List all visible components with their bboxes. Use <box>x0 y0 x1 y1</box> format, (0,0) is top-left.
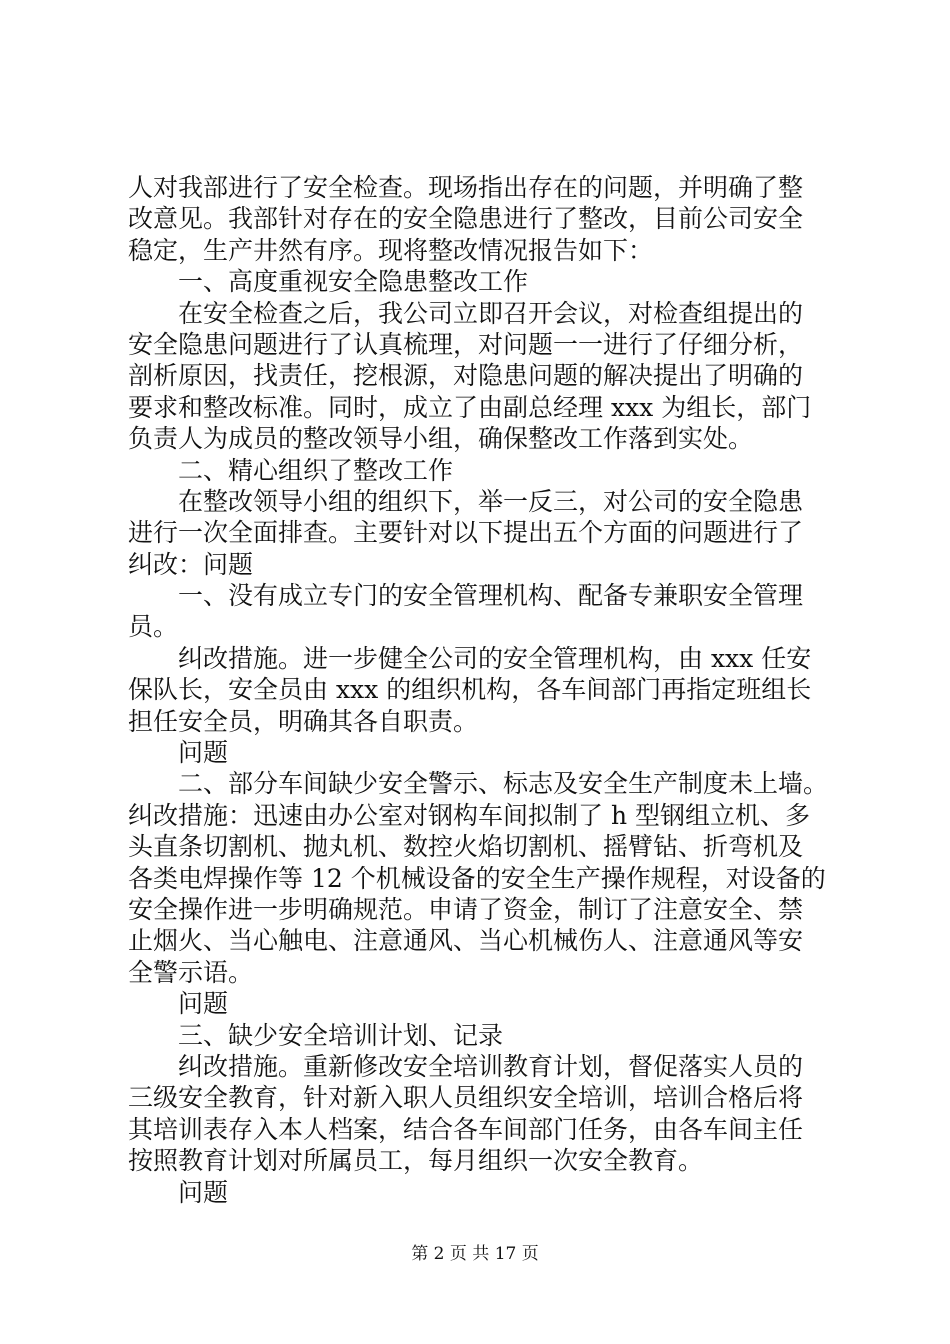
text-line: 纠改措施：迅速由办公室对钢构车间拟制了 h 型钢组立机、多 <box>128 800 810 830</box>
text-line: 员。 <box>128 612 179 642</box>
text-line: 纠改措施。重新修改安全培训教育计划，督促落实人员的 <box>178 1051 804 1081</box>
text-line: 担任安全员，明确其各自职责。 <box>128 706 479 736</box>
text-line: 一、高度重视安全隐患整改工作 <box>178 267 529 297</box>
text-line: 一、没有成立专门的安全管理机构、配备专兼职安全管理 <box>178 581 804 611</box>
text-line: 纠改措施。进一步健全公司的安全管理机构，由 xxx 任安 <box>178 643 812 673</box>
text-line: 保队长，安全员由 xxx 的组织机构，各车间部门再指定班组长 <box>128 675 812 705</box>
text-line: 问题 <box>178 738 229 768</box>
text-line: 止烟火、当心触电、注意通风、当心机械伤人、注意通风等安 <box>128 926 804 956</box>
text-line: 人对我部进行了安全检查。现场指出存在的问题，并明确了整 <box>128 173 804 202</box>
text-line: 要求和整改标准。同时，成立了由副总经理 xxx 为组长，部门 <box>128 392 812 422</box>
text-line: 剖析原因，找责任，挖根源，对隐患问题的解决提出了明确的 <box>128 361 804 391</box>
text-line: 在安全检查之后，我公司立即召开会议，对检查组提出的 <box>178 298 804 328</box>
text-line: 稳定，生产井然有序。现将整改情况报告如下： <box>128 235 654 265</box>
text-line: 改意见。我部针对存在的安全隐患进行了整改，目前公司安全 <box>128 204 804 234</box>
text-line: 全警示语。 <box>128 957 254 987</box>
text-line: 安全隐患问题进行了认真梳理，对问题一一进行了仔细分析， <box>128 329 804 359</box>
text-line: 二、部分车间缺少安全警示、标志及安全生产制度未上墙。 <box>178 769 829 799</box>
text-line: 负责人为成员的整改领导小组，确保整改工作落到实处。 <box>128 424 754 454</box>
text-line: 在整改领导小组的组织下，举一反三，对公司的安全隐患 <box>178 486 804 516</box>
text-line: 问题 <box>178 989 229 1019</box>
text-line: 三级安全教育，针对新入职人员组织安全培训，培训合格后将 <box>128 1083 804 1113</box>
text-line: 安全操作进一步明确规范。申请了资金，制订了注意安全、禁 <box>128 894 804 924</box>
text-line: 进行一次全面排查。主要针对以下提出五个方面的问题进行了 <box>128 518 804 548</box>
text-line: 三、缺少安全培训计划、记录 <box>178 1020 504 1050</box>
page-number-footer: 第 2 页 共 17 页 <box>411 1244 539 1264</box>
text-line: 纠改：问题 <box>128 549 254 579</box>
text-line: 其培训表存入本人档案，结合各车间部门任务，由各车间主任 <box>128 1114 804 1144</box>
text-line: 问题 <box>178 1177 229 1207</box>
text-line: 头直条切割机、抛丸机、数控火焰切割机、摇臂钻、折弯机及 <box>128 832 804 862</box>
document-body <box>128 172 848 1208</box>
text-line: 二、精心组织了整改工作 <box>178 455 454 485</box>
text-line: 各类电焊操作等 12 个机械设备的安全生产操作规程，对设备的 <box>128 863 826 893</box>
text-line: 按照教育计划对所属员工，每月组织一次安全教育。 <box>128 1146 704 1176</box>
